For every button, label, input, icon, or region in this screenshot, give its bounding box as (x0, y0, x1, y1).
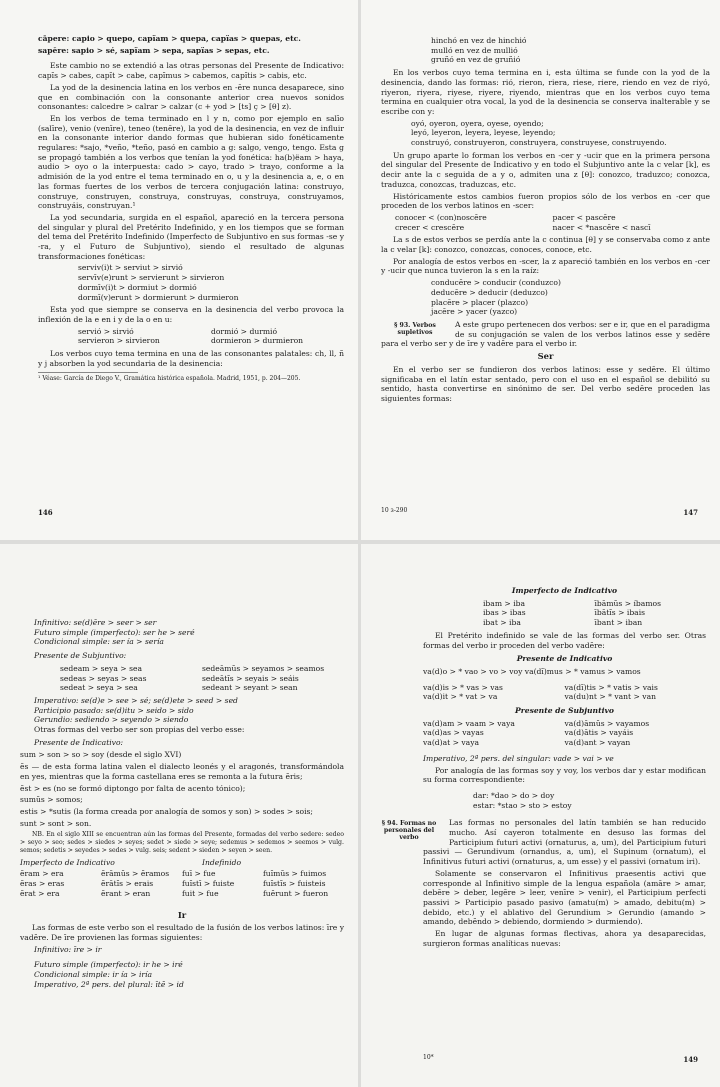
footnote-text: ¹ Véase: García de Diego V., Gramática histórica española. Madrid, 1951, p. 204—205. (38, 374, 301, 382)
table-cell: sedeant > seyant > sean (202, 683, 298, 693)
example-line: sunt > sont > son. (20, 818, 92, 828)
example-line: deducēre > deducir (deduzco) (431, 287, 548, 297)
table-row (423, 738, 706, 748)
example-line: pacer < pascēre (552, 212, 616, 222)
printer-signature: 10 з-290 (381, 507, 408, 515)
example-line: dormī(v)erunt > dormierunt > durmieron (78, 292, 239, 302)
conjugation-table (423, 683, 706, 702)
example-line: ĕst > es (no se formó diptongo por falta de acento tónico); (20, 783, 246, 793)
table-cell: va(du)nt > * vant > van (564, 692, 656, 702)
example-line: Futuro simple (imperfecto): ir he > iré (34, 960, 183, 970)
paragraph: En los verbos cuyo tema termina en i, esta última se funde con la yod de la desinencia, dando las formas: rió, rieron, riera, riese, riere, riendo en vez de riyó, riyeron, riyera, riyese, riyere, riyendo, mientras que en los verbos cuyo tema termina en cualquier otra vocal, la yod de la desinencia se conserva inalterable y se escribe con y: (381, 68, 710, 116)
table-cell: va(d)as > vayas (423, 728, 484, 738)
table-cell: ĕrātĭs > erais (101, 879, 154, 889)
table-cell: fuĭstī > fuiste (182, 879, 235, 889)
paragraph: Por analogía de las formas soy y voy, los verbos dar y estar modifican su forma correspondiente: (423, 765, 706, 785)
example-line: Infinitivo: īre > ir (34, 944, 102, 954)
example-line: Futuro simple (imperfecto): ser he > seré (34, 627, 195, 637)
paragraph: Este cambio no se extendió a las otras personas del Presente de Indicativo: capĭs > cabes, capĭt > cabe, capĭmus > cabemos, capĭtis > cabis, etc. (38, 61, 344, 81)
page-148 (0, 544, 358, 1087)
paragraph: La s de estos verbos se perdía ante la c continua [θ] y se conservaba como z ante la c velar [k]: conozco, conozcas, conoces, conoce, etc. (381, 235, 710, 255)
table-cell: fuĭstĭs > fuisteis (263, 879, 326, 889)
section-label: § 94. Formas no personales del verbo (381, 820, 437, 842)
example-line: servieron > sirvieron (78, 336, 160, 346)
paragraph: En lugar de algunas formas flectivas, ahora ya desaparecidas, surgieron formas analíticas nuevas: (423, 929, 706, 948)
table-cell: va(d)āmŭs > vayamos (564, 718, 650, 728)
table-cell: ĕrant > eran (101, 888, 151, 898)
table-row (20, 889, 344, 899)
example-line: mulló en vez de mullió (431, 45, 518, 55)
section-heading: Presente de Subjuntivo (515, 706, 614, 716)
table-cell: va(d)is > * vas > vas (423, 682, 503, 692)
example-line: Participio pasado: se(d)itu > seido > sido (34, 705, 194, 715)
column-header: Indefinido (202, 857, 242, 867)
note: NB. En el siglo XIII se encuentran aún las formas del Presente, formadas del verbo sedere: sedeo > seyo > seo; sedes > siedes > seyes; sedet > siede > seye; sedemus > sedemos > seemos > vulg. semos; sedetis > seyedes > sedes > vulg. seis; sedent > sieden > seyen > seen. (20, 831, 344, 854)
table-cell: ībātĭs > ibais (594, 608, 646, 618)
subheading: Presente de Subjuntivo: (34, 651, 127, 661)
page-146 (0, 0, 358, 540)
paragraph: En el verbo ser se fundieron dos verbos latinos: esse y sedēre. El último significaba en el latín estar sentado, pero con el uso en el español se debilitó su sentido, hasta convertirse en sinónimo de ser. Del verbo sedēre proceden las siguientes formas: (381, 364, 710, 403)
table-row (483, 618, 706, 628)
example-line: servīv(e)runt > servierunt > sirvieron (78, 273, 225, 283)
paragraph: El Pretérito indefinido se vale de las formas del verbo ser. Otras formas del verbo ir proceden del verbo vadĕre: (423, 630, 706, 650)
table-cell: va(d)ant > vayan (564, 738, 631, 748)
footnote (38, 372, 301, 383)
example-line: conocer < (con)noscēre (395, 212, 487, 222)
example-line: conducēre > conducir (conduzco) (431, 278, 561, 288)
table-cell: sedeas > seyas > seas (60, 673, 147, 683)
printer-signature: 10* (423, 1054, 434, 1062)
example-line: hinchó en vez de hinchió (431, 36, 527, 45)
table-row (483, 599, 706, 609)
paragraph: En los verbos de tema terminado en l y n, como por ejemplo en salīo (salīre), venio (venīre), teneo (tenēre), la yod de la desinencia, en vez de influir en la consonante interior dando formas que hubieran sido fonéticamente regulares: *sajo, *veño, *teño, pasó en cambio a g: salgo, vengo, tengo. Esta g se propagó también a los verbos que tenían la yod fonética: ha(b)ëam > haya, audio > oyo o la interpuesta: cado > cayo, trado > trayo, conforme a la admisión de la yod entre el tema terminado en o, u y la desinencia a, e, o en las formas fuertes de los verbos de tercera conjugación latina: construyo, construye, construyen, construya, construyas, construya, construyamos, construyáis, construyan.¹ (38, 113, 344, 211)
example-line: Infinitivo: se(d)ēre > seer > ser (34, 618, 157, 627)
example-line: Condicional simple: ir ía > iría (34, 970, 152, 980)
paragraph: Solamente se conservaron el Infinitivus praesentis activi que corresponde al Infinitivo simple de la lengua española (amāre > amar, debēre > deber, legĕre > leer, venīre > venir), el Participium perfecti passivi > Participio pasado pasivo (amatu(m) > amado, debitu(m) > debido, etc.) y el ablativo del Gerundium > Gerundio (amando > amando, debĕndo > debiendo, dormiendo > durmiendo). (423, 868, 706, 927)
conjugation-table (20, 869, 344, 898)
text-line: sapĕre: sapio > sé, sapïam > sepa, sapïas > sepas, etc. (38, 45, 270, 55)
example-block (431, 278, 710, 317)
section-heading: Ir (177, 909, 187, 920)
example-line: gruñó en vez de gruñió (431, 55, 521, 65)
table-row (423, 719, 706, 729)
example-line: estar: *stao > sto > estoy (473, 800, 572, 810)
table-row (60, 664, 344, 674)
paragraph: Por analogía de estos verbos en -scer, la z apareció también en los verbos en -cer y -ucir que nunca tuvieron la s en la raíz: (381, 256, 710, 276)
table-cell: sedeāmŭs > seyamos > seamos (202, 663, 325, 673)
example-block (411, 119, 710, 148)
table-cell: fuĭmŭs > fuimos (263, 869, 327, 879)
table-row (20, 879, 344, 889)
table-cell: ibat > iba (483, 618, 521, 628)
example-block (473, 791, 706, 810)
example-block (431, 36, 710, 65)
text-line: cāpere: capio > quepo, capïam > quepa, capïas > quepas, etc. (38, 34, 301, 43)
example-line: va(d)o > * vao > vo > voy va(dĭ)mus > * vamus > vamos (423, 666, 641, 676)
table-cell: va(d)am > vaam > vaya (423, 718, 515, 728)
page-number: 147 (683, 508, 698, 518)
example-line: jacēre > yacer (yazco) (431, 307, 518, 317)
example-line: dormieron > durmieron (211, 336, 304, 346)
example-block (34, 945, 344, 990)
table-cell: ibas > ibas (483, 608, 526, 618)
table-row (423, 683, 706, 693)
subheading: Presente de Indicativo: (34, 737, 124, 747)
table-cell: ĕram > era (20, 869, 64, 879)
example-block (395, 213, 710, 232)
section-label: § 93. Verbos supletivos (394, 321, 436, 336)
section-heading: Presente de Indicativo (516, 654, 613, 664)
example-line: Otras formas del verbo ser son propias del verbo esse: (34, 725, 245, 735)
table-header (20, 858, 344, 868)
table-cell: va(d)it > * vat > va (423, 692, 498, 702)
page-number: 146 (38, 508, 53, 518)
paragraph: Históricamente estos cambios fueron propios sólo de los verbos en -cer que proceden de los verbos latinos en -scer: (381, 191, 710, 211)
example-line: Imperativo: se(d)e > see > sé; se(d)ete > seed > sed (34, 695, 238, 705)
example-line: sumŭs > somos; (20, 795, 83, 805)
table-cell: ībant > iban (594, 618, 643, 628)
table-row (483, 608, 706, 618)
example-line: dormīv(i)t > dormiut > dormió (78, 282, 197, 292)
example-block (20, 750, 344, 828)
table-row (423, 728, 706, 738)
example-line: construyó, construyeron, construyera, construyese, construyendo. (411, 138, 667, 148)
example-line: servió > sirvió (78, 326, 134, 336)
table-cell: va(d)ātis > vayáis (564, 728, 634, 738)
table-cell: va(dĭ)tis > * vatis > vais (564, 682, 658, 692)
example-block (34, 618, 344, 647)
example-line: Gerundio: sediendo > seyendo > siendo (34, 715, 189, 725)
example-line: estis > *sutis (la forma creada por analogía de somos y son) > sodes > sois; (20, 806, 313, 816)
example-block (34, 696, 344, 735)
table-cell: ĕrat > era (20, 888, 60, 898)
page-147 (361, 0, 720, 540)
example-block (78, 263, 344, 302)
conjugation-table (423, 719, 706, 748)
paragraph: Los verbos cuyo tema termina en una de las consonantes palatales: ch, ll, ñ y j absorben la yod secundaria de la desinencia: (38, 349, 344, 368)
conjugation-table (60, 664, 344, 693)
table-row (20, 869, 344, 879)
example-line: oyó, oyeron, oyera, oyese, oyendo; (411, 118, 544, 128)
column-header: Imperfecto de Indicativo (20, 857, 115, 867)
paragraph: La yod de la desinencia latina en los verbos en -ēre nunca desaparece, sino que en combinación con la consonante anterior crea nuevos sonidos consonantes: calcedre > calrar > calzar (c + yod > [ts] ç > [θ] z). (38, 82, 344, 112)
table-cell: fuit > fue (182, 888, 219, 898)
section-heading: Ser (537, 351, 554, 362)
paragraph: Las formas de este verbo son el resultado de la fusión de los verbos latinos: īre y vadĕre. De īre provienen las formas siguientes: (20, 923, 344, 942)
table-cell: sedeat > seya > sea (60, 683, 138, 693)
example-line: leyó, leyeron, leyera, leyese, leyendo; (411, 128, 556, 138)
paragraph: Las formas no personales del latín también se han reducido mucho. Así cayeron totalmente en desuso las formas del Participium futuri activi (ornaturus, a, um), del Participium futuri passivi — Gerundivum (ornandus, a, um), el Supinum (ornatum), el Infinitivus futuri activi (ornaturus, a, um esse) y el passivi (ornatum iri). (423, 818, 706, 867)
page-number: 149 (683, 1055, 698, 1065)
table-cell: ĕras > eras (20, 879, 65, 889)
table-cell: ibam > iba (483, 598, 526, 608)
table-row (60, 683, 344, 693)
paragraph: Un grupo aparte lo forman los verbos en -cer y -ucir que en la primera persona del singular del Presente de Indicativo y en todo el Subjuntivo ante la c velar [k], es decir ante la c seguida de a y o, admiten una z [θ]: conozco, traduzco; conozca, traduzca, conozcas, traduzcas, etc. (381, 150, 710, 189)
table-cell: sedeam > seya > sea (60, 663, 142, 673)
paragraph: La yod secundaria, surgida en el español, apareció en la tercera persona del singular y plural del Pretérito Indefinido, y en los tiempos que se forman del tema del Pretérito Indefinido (Imperfecto de Subjuntivo en sus formas -se y -ra, y el Futuro de Subjuntivo), siendo el resultado de algunas transformaciones fonéticas: (38, 212, 344, 261)
example-line: Imperativo, 2ª pers. del plural: ītĕ > id (34, 979, 184, 989)
table-cell: fuĕrunt > fueron (263, 888, 329, 898)
example-line: dar: *dao > do > doy (473, 790, 555, 800)
table-cell: ĕrāmŭs > ĕramos (101, 869, 170, 879)
example-line: nacer < *nascēre < nascī (552, 222, 651, 232)
section-heading: Imperfecto de Indicativo (511, 586, 618, 595)
example-line: serviv(i)t > serviut > sirvió (78, 263, 183, 273)
example-line: dormió > durmió (211, 326, 278, 336)
example-line: placēre > placer (plazco) (431, 297, 529, 307)
table-cell: ībāmŭs > íbamos (594, 598, 661, 608)
paragraph: Esta yod que siempre se conserva en la desinencia del verbo provoca la inflexión de la e en i y de la o en u: (38, 305, 344, 324)
example-block (78, 327, 344, 346)
table-cell: va(d)at > vaya (423, 738, 480, 748)
example-line: crecer < crescēre (395, 222, 465, 232)
table-cell: sedeātĭs > seyais > seáis (202, 673, 299, 683)
table-cell: fuī > fue (182, 869, 216, 879)
example-line: sum > son > so > soy (desde el siglo XVI) (20, 750, 182, 760)
table-row (423, 692, 706, 702)
example-line: ĕs — de esta forma latina valen el dialecto leonés y el aragonés, transformándola en yes, mientras que la forma castellana eres se remonta a la futura ĕris; (20, 762, 344, 781)
example-line: Condicional simple: ser ía > sería (34, 637, 164, 647)
conjugation-table (483, 599, 706, 628)
page-149 (361, 544, 720, 1087)
paragraph: A este grupo pertenecen dos verbos: ser e ir, que en el paradigma de su conjugación se valen de los verbos latinos esse y sedēre para el verbo ser y de īre y vadĕre para el verbo ir. (381, 319, 710, 349)
paragraph: Imperativo, 2ª pers. del singular: vade > vai > ve (423, 753, 614, 763)
table-row (60, 674, 344, 684)
